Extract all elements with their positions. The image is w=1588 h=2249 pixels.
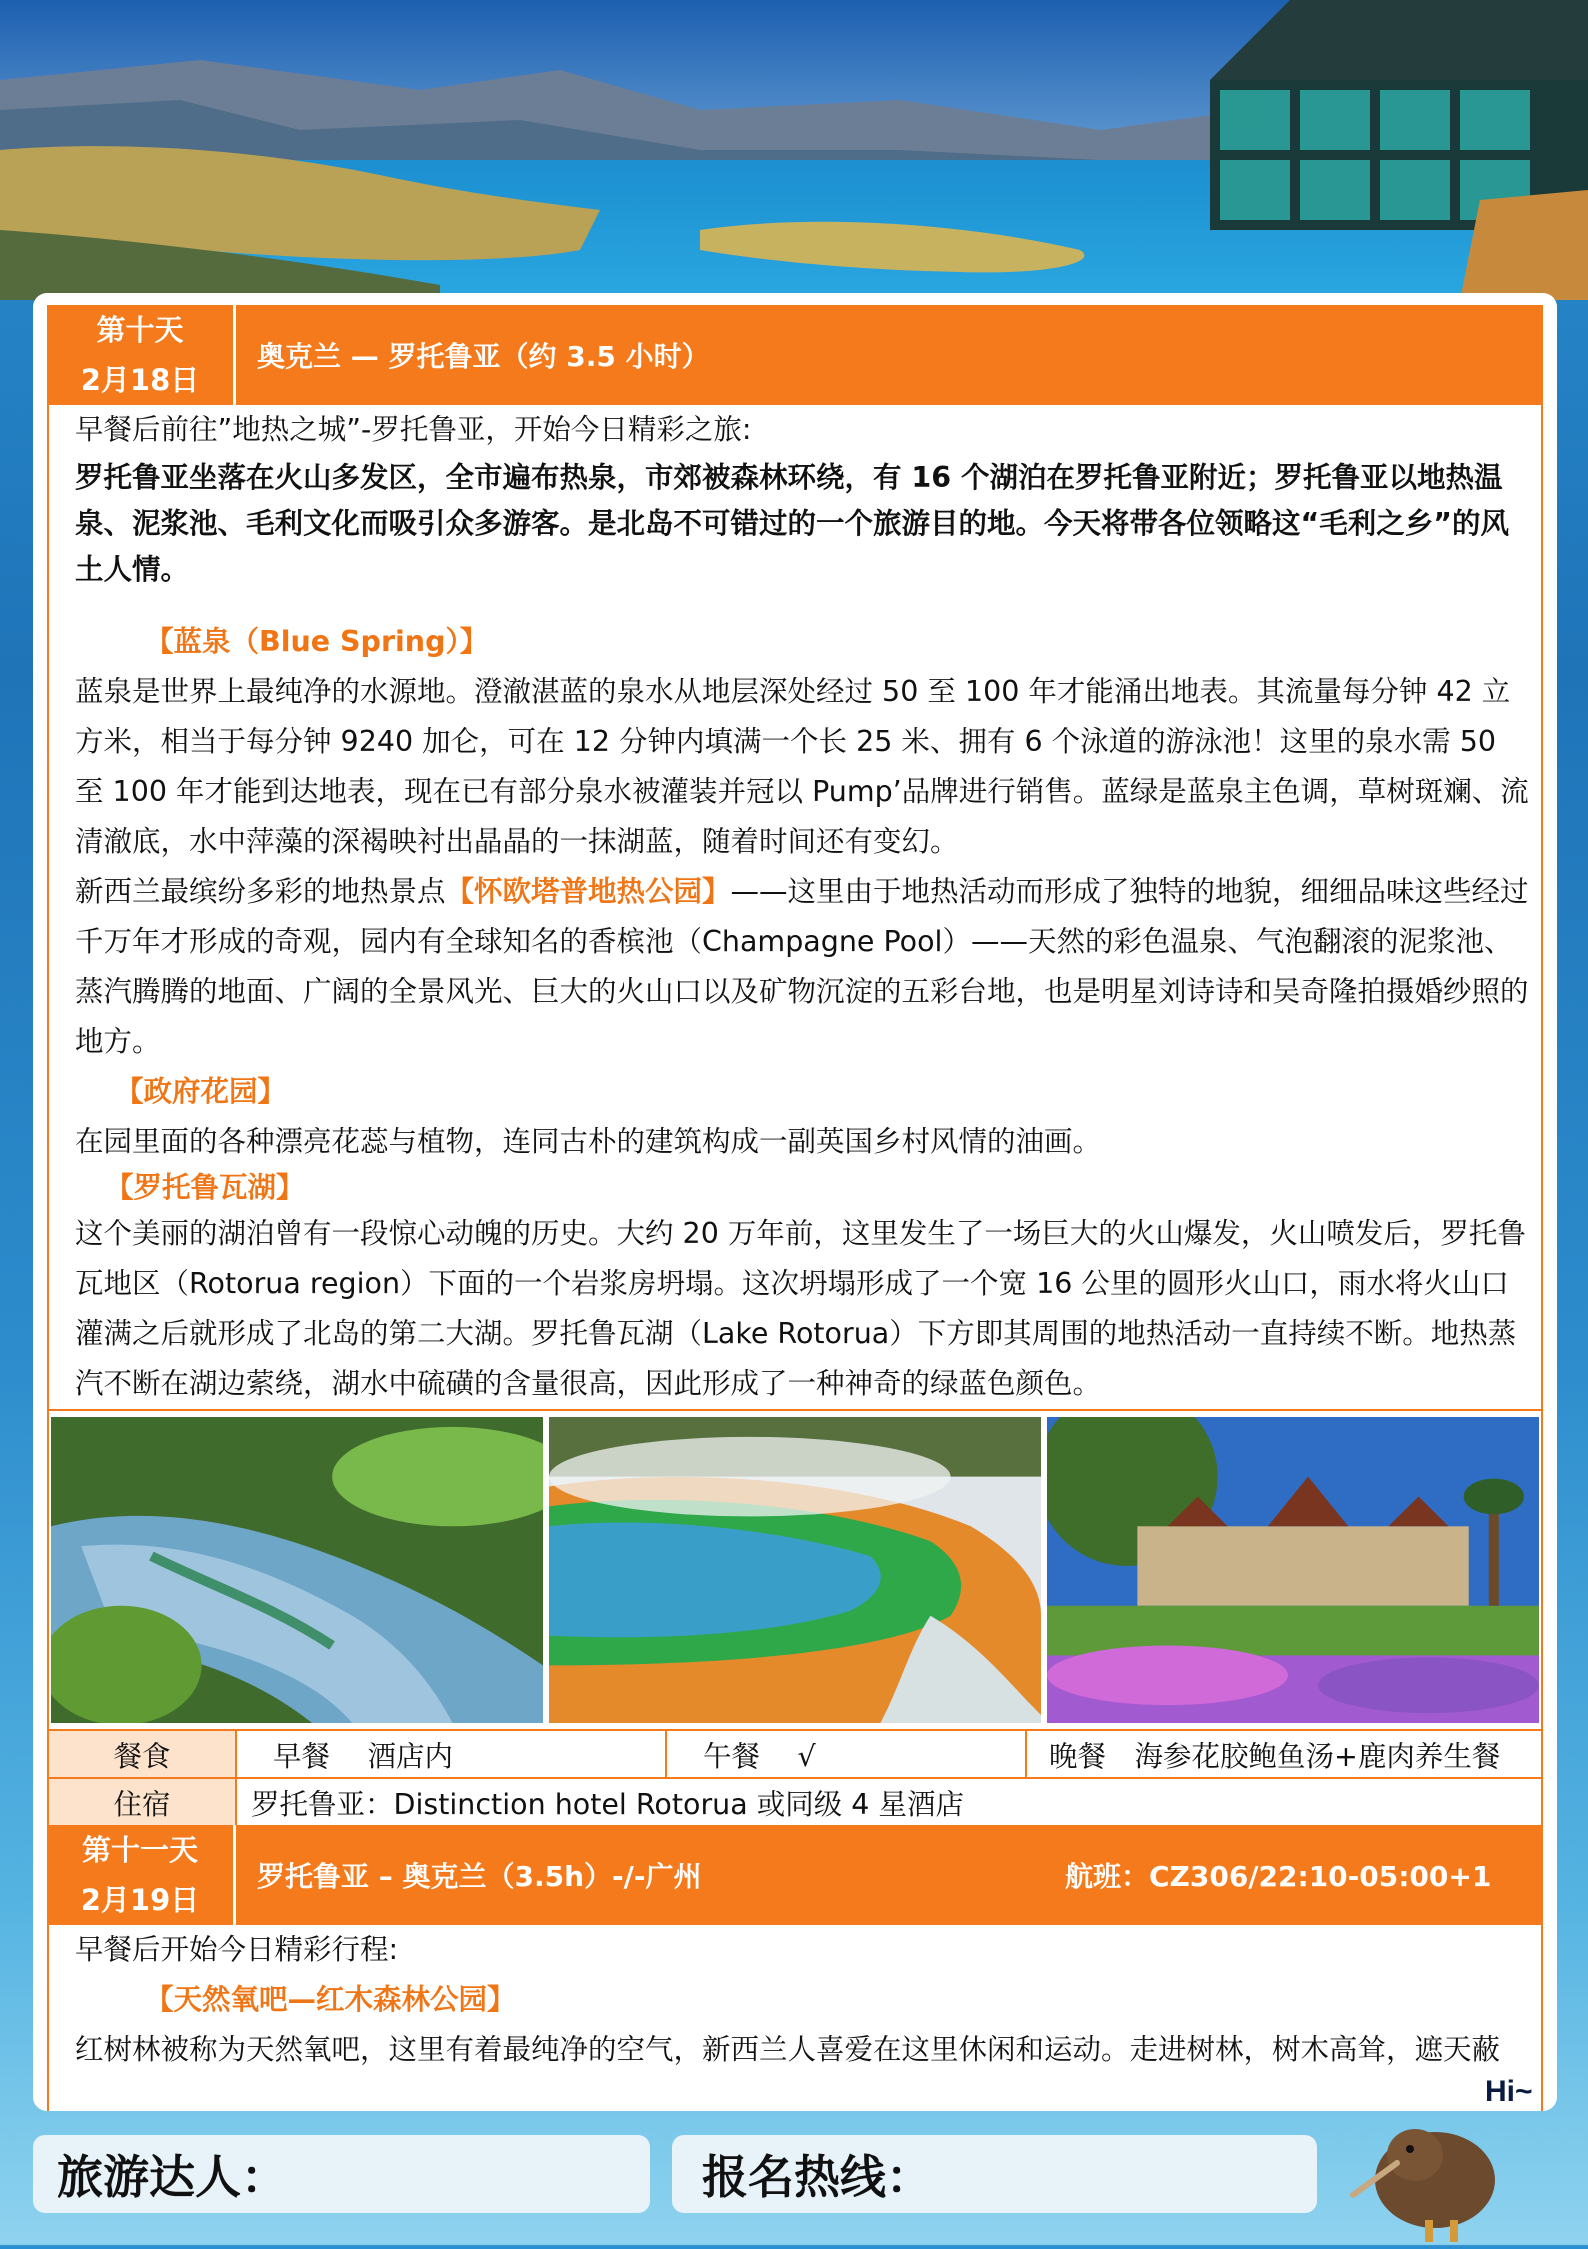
day11-body	[47, 1925, 1543, 2111]
photo-strip	[47, 1409, 1543, 1729]
meals-row	[47, 1729, 1543, 1779]
lake-rotorua-text: 这个美丽的湖泊曾有一段惊心动魄的历史。大约 20 万年前，这里发生了一场巨大的火山爆发，火山喷发后，罗托鲁瓦地区（Rotorua region）下面的一个岩浆房坍塌。这次坍塌形成了一个宽 16 公里的圆形火山口，雨水将火山口灌满之后就形成了北岛的第二大湖。罗托鲁瓦湖（Lake Rotorua）下方即其周围的地热活动一直持续不断。地热蒸汽不断在湖边萦绕，湖水中硫磺的含量很高，因此形成了一种神奇的绿蓝色颜色。	[75, 1217, 1526, 1400]
blue-spring-title: 【蓝泉（Blue Spring）】	[145, 625, 489, 658]
kiwi-speech: Hi~	[1485, 2075, 1533, 2108]
blue-spring-photo	[51, 1417, 543, 1723]
redwood-title: 【天然氧吧—红木森林公园】	[145, 1983, 516, 2016]
gov-garden-text: 在园里面的各种漂亮花蕊与植物，连同古朴的建筑构成一副英国乡村风情的油画。	[75, 1125, 1102, 1158]
day10-route: 奥克兰 — 罗托鲁亚（约 3.5 小时）	[257, 340, 710, 373]
hotel-row	[47, 1777, 1543, 1827]
blue-spring-text: 蓝泉是世界上最纯净的水源地。澄澈湛蓝的泉水从地层深处经过 50 至 100 年才能涌出地表。其流量每分钟 42 立方米，相当于每分钟 9240 加仑，可在 12 分钟内填满一个长 25 米、拥有 6 个泳道的游泳池！这里的泉水需 50 至 100 年才能到达地表，现在已有部分泉水被灌装并冠以 Pump’品牌进行销售。蓝绿是蓝泉主色调，草树斑斓、流清澈底，水中萍藻的深褐映衬出晶晶的一抹湖蓝，随着时间还有变幻。	[75, 675, 1529, 858]
meal-lunch: 午餐 √	[667, 1731, 1027, 1777]
day11-intro-line: 早餐后开始今日精彩行程:	[75, 1933, 399, 1966]
hotline-bar	[672, 2135, 1317, 2213]
day11-flight: 航班：CZ306/22:10-05:00+1	[1065, 1860, 1492, 1893]
waiotapu-paragraph	[75, 867, 1529, 1067]
guide-bar	[33, 2135, 650, 2213]
meals-label: 餐食	[49, 1731, 237, 1777]
day11-date: 2月19日	[80, 1883, 200, 1917]
kiwi-mascot	[1345, 2075, 1545, 2249]
hotline-label: 报名热线：	[702, 2150, 932, 2204]
redwood-text: 红树林被称为天然氧吧，这里有着最纯净的空气，新西兰人喜爱在这里休闲和运动。走进树林，树木高耸，遮天蔽	[75, 2033, 1501, 2066]
intro-line: 早餐后前往”地热之城”-罗托鲁亚，开始今日精彩之旅:	[75, 413, 752, 446]
waiotapu-after: ——这里由于地热活动而形成了独特的地貌，细细品味这些经过千万年才形成的奇观，园内有全球知名的香槟池（Champagne Pool）——天然的彩色温泉、气泡翻滚的泥浆池、蒸汽腾腾的地面、广阔的全景风光、巨大的火山口以及矿物沉淀的五彩台地，也是明星刘诗诗和吴奇隆拍摄婚纱照的地方。	[75, 875, 1529, 1058]
hotel-label: 住宿	[49, 1779, 237, 1825]
day10-body	[47, 405, 1543, 1409]
lake-rotorua-title: 【罗托鲁瓦湖】	[105, 1171, 305, 1204]
gov-garden-title: 【政府花园】	[115, 1075, 287, 1108]
day11-date-box	[47, 1825, 236, 1925]
waiotapu-title: 【怀欧塔普地热公园】	[445, 875, 731, 908]
day11-header	[47, 1825, 1543, 1925]
intro-bold: 罗托鲁亚坐落在火山多发区，全市遍布热泉，市郊被森林环绕，有 16 个湖泊在罗托鲁亚附近；罗托鲁亚以地热温泉、泥浆池、毛利文化而吸引众多游客。是北岛不可错过的一个旅游目的地。今天将带各位领略这“毛利之乡”的风土人情。	[75, 461, 1509, 586]
header-banner-image	[0, 0, 1588, 300]
day10-date-box	[47, 305, 236, 405]
champagne-pool-photo	[549, 1417, 1041, 1723]
day10-date: 2月18日	[80, 363, 200, 397]
day10-header	[47, 305, 1543, 405]
day11-route: 罗托鲁亚 – 奥克兰（3.5h）-/-广州	[257, 1860, 702, 1893]
government-garden-photo	[1047, 1417, 1539, 1723]
itinerary-card	[33, 293, 1557, 2111]
hotel-text: 罗托鲁亚：Distinction hotel Rotorua 或同级 4 星酒店	[251, 1787, 965, 1821]
day11-day-label: 第十一天	[81, 1833, 198, 1867]
meal-dinner: 晚餐 海参花胶鲍鱼汤+鹿肉养生餐	[1049, 1739, 1501, 1773]
meal-breakfast: 早餐 酒店内	[237, 1731, 667, 1777]
waiotapu-before: 新西兰最缤纷多彩的地热景点	[75, 875, 446, 908]
guide-label: 旅游达人：	[57, 2150, 287, 2204]
day10-day-label: 第十天	[96, 313, 184, 347]
